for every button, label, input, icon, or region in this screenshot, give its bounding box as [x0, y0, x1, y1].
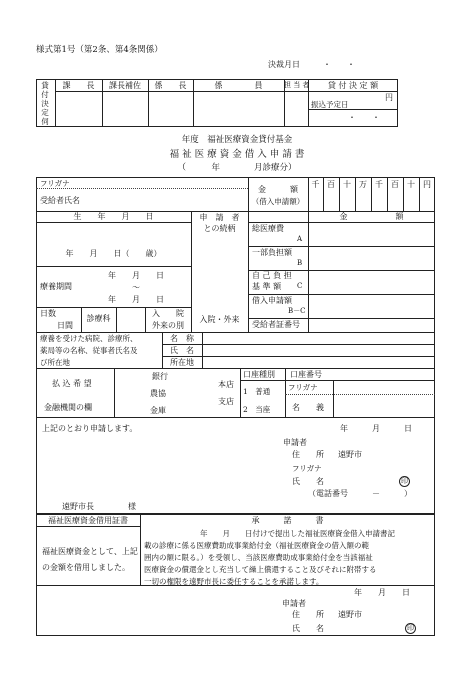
address-label: 住 所 [292, 450, 324, 459]
digit-8: 円 [423, 180, 431, 189]
header-staff: 係 員 [214, 81, 263, 90]
digit-7: 十 [407, 180, 415, 189]
amount-sub-label: （借入申請額） [251, 197, 305, 206]
hospital-label-3: び所在地 [40, 358, 70, 367]
applicant-name-label: 氏 名 [292, 477, 324, 486]
dob-value: 年 月 日（ 歳） [65, 249, 162, 258]
header-subsection-chief: 係 長 [154, 81, 187, 90]
footer-applicant-label: 申請者 [282, 599, 306, 608]
consent-line-4: 医療資金の償還金とし充当して繰上償還すること及びそれに附帯する [144, 565, 377, 574]
account-number-label: 口座番号 [290, 370, 322, 379]
consent-line-5: 一切の権限を遠野市長に委任することを承諾します。 [144, 577, 324, 586]
account-type-label: 口座種別 [243, 370, 275, 379]
loan-request-label: 借入申請額 [252, 296, 292, 305]
consent-line-3: 囲内の額に限る。）を受領し、当該医療費助成事業給付金を当該福祉 [144, 553, 373, 562]
amount-label: 金 額 [258, 185, 298, 194]
form-number: 様式第1号（第2条、第4条関係） [36, 45, 163, 55]
furigana-label: フリガナ [40, 179, 70, 188]
footer-seal-mark: 印 [407, 624, 414, 632]
footer-date: 年 月 日 [354, 588, 410, 597]
header-deputy: 課長補佐 [109, 81, 141, 90]
branch-sub: 支店 [218, 397, 234, 406]
loan-sub: B－C [288, 307, 306, 315]
period-from: 年 月 日 [108, 271, 164, 280]
account-type-current: 2 当座 [243, 405, 271, 414]
bank-type-agri: 農協 [150, 389, 166, 398]
hospital-staff-label: 氏 名 [170, 346, 194, 355]
relation-label: 申 請 者 [199, 213, 240, 222]
applicant-furigana-label: フリガナ [292, 464, 322, 473]
seal-mark: 印 [401, 477, 408, 485]
loan-certificate-body-1: 福祉医療資金として、上記 [42, 547, 138, 556]
certificate-number-label: 受給者証番号 [252, 320, 300, 329]
total-medical-cost-label: 総医療費 [252, 224, 284, 233]
mayor-label: 遠野市長 [62, 502, 94, 511]
title-period: （ 年 月診療分） [177, 163, 297, 173]
loan-decision-vertical-label: 貸付決定伺 [41, 81, 49, 126]
inout-label-2: 外来の別 [152, 321, 184, 330]
bank-type-bank: 銀行 [152, 372, 168, 381]
account-type-ordinary: 1 普通 [243, 387, 271, 396]
bank-label-1: 払 込 希 望 [52, 379, 92, 388]
yen-unit: 円 [385, 93, 393, 102]
bank-label-2: 金融機関の欄 [44, 403, 92, 412]
footer-address-value: 遠野市 [338, 610, 362, 619]
phone-number-line: （電話番号 － ） [308, 489, 412, 498]
digit-6: 百 [391, 180, 399, 189]
decision-date-label: 決裁月日 [268, 60, 300, 69]
digit-4: 万 [359, 180, 367, 189]
digit-3: 十 [343, 180, 351, 189]
title-fund: 年度 福祉医療資金貸付基金 [181, 135, 293, 145]
bank-type-credit: 金庫 [150, 406, 166, 415]
holder-name-label: 名 義 [292, 403, 324, 412]
footer-name-label: 氏 名 [292, 624, 324, 633]
page-title: 福 祉 医 療 資 金 借 入 申 請 書 [169, 149, 305, 160]
period-to: 年 月 日 [108, 295, 164, 304]
hospital-label-1: 療養を受けた病院、診療所、 [40, 334, 138, 343]
copay-label-2: 基 準 額 [252, 282, 282, 291]
header-loan-amount: 貸 付 決 定 額 [327, 81, 379, 90]
footer-address-label: 住 所 [292, 610, 324, 619]
digit-5: 千 [375, 180, 383, 189]
header-section-chief: 課 長 [62, 81, 95, 90]
period-label: 療養期間 [40, 282, 72, 291]
repayment-date-label: 振込予定日 [311, 100, 349, 109]
hospital-label-2: 薬局等の名称、従事者氏名及 [40, 346, 138, 355]
loan-certificate-body-2: の金額を借用しました。 [42, 563, 130, 572]
mayor-honorific: 様 [128, 502, 136, 511]
decision-date-dots: ・ ・ [323, 60, 355, 69]
repayment-date-dots: ・ ・ [348, 113, 380, 122]
hospital-name-label: 名 称 [170, 334, 194, 343]
applicant-label: 申請者 [283, 438, 307, 447]
total-sub: A [297, 235, 303, 243]
copay-sub: C [297, 282, 303, 290]
digit-1: 千 [311, 180, 320, 189]
declaration-text: 上記のとおり申請します。 [42, 424, 138, 433]
loan-certificate-title: 福祉医療資金借用証書 [48, 516, 128, 525]
inout-label-1: 入 院 [152, 309, 184, 318]
partial-payment-label: 一部負担額 [252, 248, 292, 257]
holder-furigana-label: フリガナ [288, 383, 318, 392]
declaration-date: 年 月 日 [340, 424, 412, 433]
relation-label-2: との続柄 [203, 224, 236, 233]
copay-label: 自 己 負 担 [252, 271, 292, 280]
digit-2: 百 [327, 180, 335, 189]
consent-line-1: 年 月 日付けで提出した福祉医療資金借入申請書記 [200, 529, 395, 538]
partial-sub: B [297, 259, 303, 267]
header-person-in-charge: 担 当 者 [284, 81, 310, 89]
recipient-name-label: 受給者氏名 [40, 196, 80, 205]
cost-header: 金 額 [339, 212, 404, 221]
dob-header: 生 年 月 日 [73, 212, 154, 221]
department-label: 診療科 [86, 314, 111, 323]
consent-line-2: 載の診療に係る医療費助成事業給付金（福祉医療資金の借入額の範 [144, 541, 369, 550]
hospital-address-label: 所在地 [170, 358, 194, 367]
period-tilde: 〜 [132, 283, 140, 292]
days-label: 日数 [40, 309, 56, 318]
inout-value: 入院・外来 [199, 315, 240, 324]
address-value: 遠野市 [338, 450, 362, 459]
days-unit: 日間 [57, 321, 73, 330]
branch-head: 本店 [218, 380, 234, 389]
consent-title: 承 諾 書 [251, 516, 324, 525]
